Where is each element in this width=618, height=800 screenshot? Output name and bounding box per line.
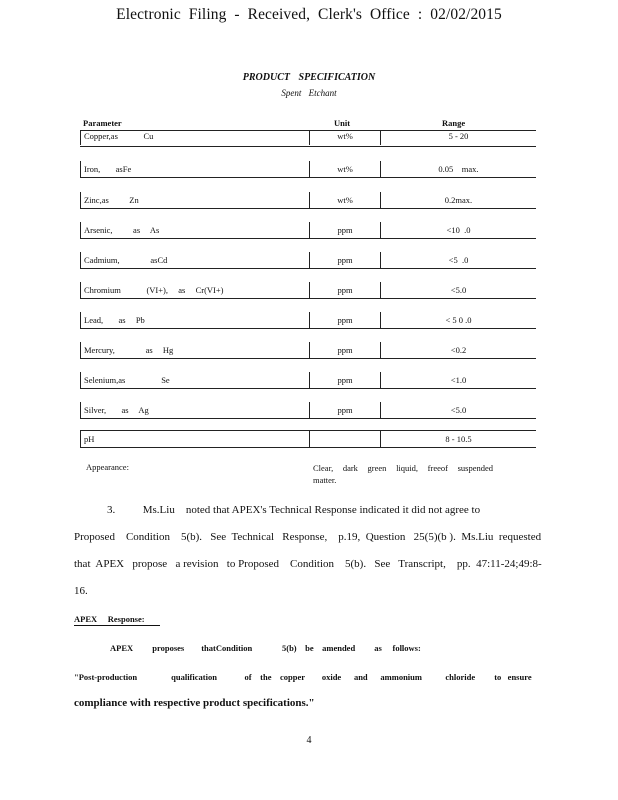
row-parameter: Zinc,as Zn bbox=[80, 192, 309, 208]
column-header-range: Range bbox=[442, 118, 466, 128]
table-header bbox=[80, 118, 536, 130]
row-unit: wt% bbox=[309, 192, 381, 208]
filing-header: Electronic Filing - Received, Clerk's Office : 02/02/2015 bbox=[116, 6, 502, 23]
table-bottom-rule bbox=[80, 447, 536, 448]
row-unit: ppm bbox=[309, 372, 381, 388]
table-rule bbox=[80, 358, 536, 359]
row-range: < 5 0 .0 bbox=[445, 315, 472, 325]
table-row bbox=[80, 192, 536, 208]
row-parameter: Selenium,as Se bbox=[80, 372, 309, 388]
row-range: <10 .0 bbox=[446, 225, 471, 235]
row-unit: wt% bbox=[309, 161, 381, 177]
table-row bbox=[80, 252, 536, 268]
row-unit bbox=[309, 431, 381, 447]
row-range: 0.05 max. bbox=[438, 164, 479, 174]
row-parameter: Silver, as Ag bbox=[80, 402, 309, 418]
paragraph-line: 16. bbox=[74, 585, 88, 597]
table-rule bbox=[80, 268, 536, 269]
table-rule bbox=[80, 298, 536, 299]
row-unit: ppm bbox=[309, 312, 381, 328]
row-unit: ppm bbox=[309, 252, 381, 268]
table-row bbox=[80, 342, 536, 358]
row-range: <0.2 bbox=[450, 345, 467, 355]
table-row bbox=[80, 312, 536, 328]
table-rule bbox=[80, 418, 536, 419]
row-unit: ppm bbox=[309, 222, 381, 238]
paragraph-line: 3. Ms.Liu noted that APEX's Technical Response indicated it did not agree to bbox=[74, 504, 481, 516]
row-range: <1.0 bbox=[450, 375, 467, 385]
row-unit: ppm bbox=[309, 282, 381, 298]
appearance-label: Appearance: bbox=[86, 462, 129, 472]
spec-title: PRODUCT SPECIFICATION bbox=[242, 72, 376, 83]
body-paragraph bbox=[74, 497, 542, 605]
table-row bbox=[80, 372, 536, 388]
table-rule bbox=[80, 146, 536, 147]
column-header-unit: Unit bbox=[334, 118, 351, 128]
spec-subtitle: Spent Etchant bbox=[281, 88, 337, 98]
apex-response-heading: APEX Response: bbox=[74, 614, 160, 626]
apex-proposes-line: APEX proposes thatCondition 5(b) be amended as follows: bbox=[110, 643, 421, 653]
row-parameter: pH bbox=[80, 431, 309, 447]
row-unit: ppm bbox=[309, 342, 381, 358]
appearance-value: Clear, dark green liquid, freeof suspended matter. bbox=[313, 463, 493, 485]
row-unit: wt% bbox=[309, 131, 381, 145]
table-row bbox=[80, 431, 536, 447]
table-rule bbox=[80, 328, 536, 329]
row-parameter: Cadmium, asCd bbox=[80, 252, 309, 268]
row-parameter: Copper,as Cu bbox=[80, 131, 309, 145]
row-parameter: Chromium (VI+), as Cr(VI+) bbox=[80, 282, 309, 298]
row-range: <5.0 bbox=[450, 285, 467, 295]
table-rule bbox=[80, 177, 536, 178]
row-parameter: Iron, asFe bbox=[80, 161, 309, 177]
page-number: 4 bbox=[306, 735, 312, 746]
table-rule bbox=[80, 238, 536, 239]
row-parameter: Lead, as Pb bbox=[80, 312, 309, 328]
column-header-parameter: Parameter bbox=[83, 118, 122, 128]
paragraph-line: that APEX propose a revision to Proposed Condition 5(b). See Transcript, pp. 47:11-24;49:8- bbox=[74, 558, 542, 570]
table-row bbox=[80, 161, 536, 177]
table-row bbox=[80, 131, 536, 145]
row-range: <5.0 bbox=[450, 405, 467, 415]
quote-line-2: compliance with respective product specifications." bbox=[74, 697, 315, 709]
table-row bbox=[80, 222, 536, 238]
row-parameter: Arsenic, as As bbox=[80, 222, 309, 238]
table-row bbox=[80, 282, 536, 298]
paragraph-line: Proposed Condition 5(b). See Technical Response, p.19, Question 25(5)(b ). Ms.Liu requested bbox=[74, 531, 542, 543]
row-range: 0.2max. bbox=[444, 195, 473, 205]
row-parameter: Mercury, as Hg bbox=[80, 342, 309, 358]
row-range: 8 - 10.5 bbox=[445, 434, 472, 444]
table-rule bbox=[80, 208, 536, 209]
table-rule bbox=[80, 388, 536, 389]
row-range: 5 - 20 bbox=[448, 131, 469, 141]
row-unit: ppm bbox=[309, 402, 381, 418]
quote-line-1: "Post-production qualification of the copper oxide and ammonium chloride to ensure bbox=[74, 672, 532, 682]
row-range: <5 .0 bbox=[448, 255, 469, 265]
table-row bbox=[80, 402, 536, 418]
